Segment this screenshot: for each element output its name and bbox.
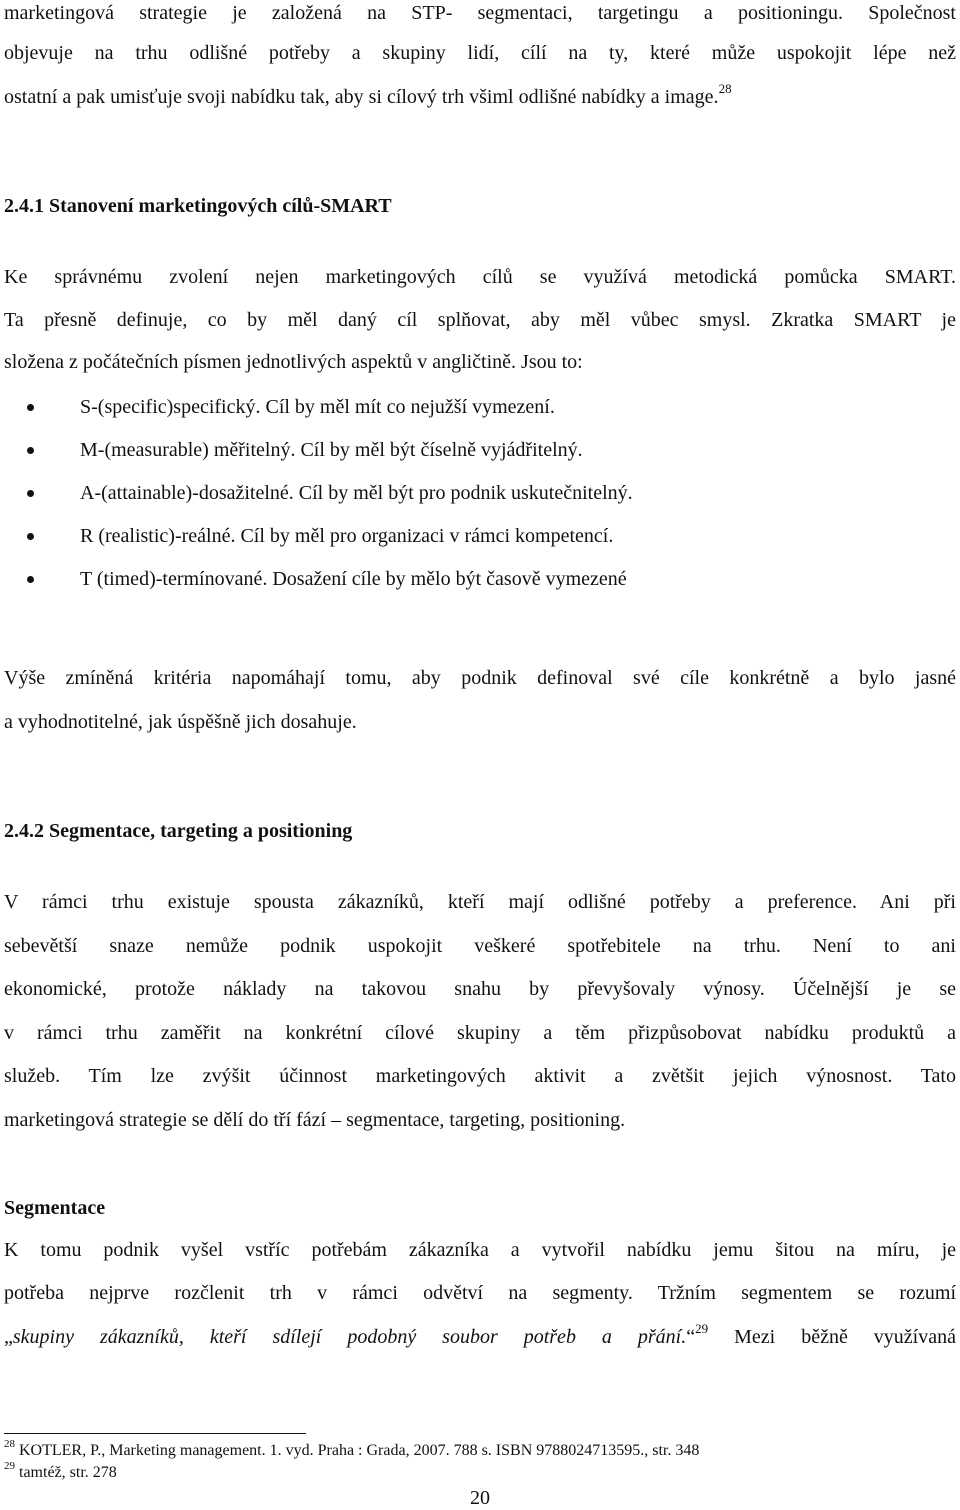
- list-item: R (realistic)-reálné. Cíl by měl pro organizaci v rámci kompetencí.: [0, 515, 633, 558]
- footnote-29: $^{29}$ tamtéž, str. 278: [4, 1459, 117, 1481]
- stp-para-line-2: sebevětší snaze nemůže podnik uspokojit veškeré spotřebitele na trhu. Není to ani: [4, 935, 956, 957]
- section-heading-2-4-1: 2.4.1 Stanovení marketingových cílů-SMART: [4, 195, 392, 217]
- intro-line-3: ostatní a pak umisťuje svoji nabídku tak, aby si cílový trh všiml odlišné nabídky a image.$^{28}$: [4, 81, 732, 108]
- smart-para-line-2: Ta přesně definuje, co by měl daný cíl splňovat, aby měl vůbec smysl. Zkratka SMART je: [4, 309, 956, 331]
- smart-closing-line-2: a vyhodnotitelné, jak úspěšně jich dosahuje.: [4, 711, 357, 733]
- bullet-icon: [27, 490, 34, 497]
- footnote-ref-28: 28: [718, 81, 732, 97]
- section-heading-2-4-2: 2.4.2 Segmentace, targeting a positioning: [4, 820, 353, 842]
- bullet-icon: [27, 447, 34, 454]
- intro-line-2: objevuje na trhu odlišné potřeby a skupiny lidí, cílí na ty, které může uspokojit lépe než: [4, 42, 956, 64]
- smart-closing-line-1: Výše zmíněná kritéria napomáhají tomu, aby podnik definoval své cíle konkrétně a bylo jasné: [4, 667, 956, 689]
- segment-definition-quote: skupiny zákazníků, kteří sdílejí podobný soubor potřeb a přání.: [12, 1326, 687, 1348]
- stp-para-line-3: ekonomické, protože náklady na takovou snahu by převyšovaly výnosy. Účelnější je se: [4, 978, 956, 1000]
- footnote-28: $^{28}$ KOTLER, P., Marketing management. 1. vyd. Praha : Grada, 2007. 788 s. ISBN 9788024713595., str. 348: [4, 1437, 700, 1459]
- segmentace-line-2: potřeba nejprve rozčlenit trh v rámci odvětví na segmenty. Tržním segmentem se rozumí: [4, 1282, 956, 1304]
- footnote-ref-29: 29: [695, 1321, 709, 1337]
- page-number: 20: [470, 1487, 490, 1509]
- list-item: A-(attainable)-dosažitelné. Cíl by měl být pro podnik uskutečnitelný.: [0, 472, 633, 515]
- bullet-icon: [27, 576, 34, 583]
- segmentace-line-1: K tomu podnik vyšel vstříc potřebám zákazníka a vytvořil nabídku jemu šitou na míru, je: [4, 1239, 956, 1261]
- bullet-icon: [27, 404, 34, 411]
- bullet-icon: [27, 533, 34, 540]
- intro-line-1: marketingová strategie je založená na STP- segmentaci, targetingu a positioningu. Společnost: [4, 2, 956, 24]
- list-item: T (timed)-termínované. Dosažení cíle by mělo být časově vymezené: [0, 558, 633, 601]
- footnote-divider: [4, 1433, 306, 1434]
- list-item: M-(measurable) měřitelný. Cíl by měl být číselně vyjádřitelný.: [0, 429, 633, 472]
- smart-criteria-list: [0, 386, 633, 601]
- subheading-segmentace: Segmentace: [4, 1197, 106, 1219]
- smart-para-line-3: složena z počátečních písmen jednotlivých aspektů v angličtině. Jsou to:: [4, 351, 583, 373]
- list-item: S-(specific)specifický. Cíl by měl mít co nejužší vymezení.: [0, 386, 633, 429]
- smart-para-line-1: Ke správnému zvolení nejen marketingových cílů se využívá metodická pomůcka SMART.: [4, 266, 956, 288]
- stp-para-line-5: služeb. Tím lze zvýšit účinnost marketingových aktivit a zvětšit jejich výnosnost. Tato: [4, 1065, 956, 1087]
- segmentace-line-3: „skupiny zákazníků, kteří sdílejí podobný soubor potřeb a přání.“$^{29}$ Mezi běžně využívaná: [4, 1321, 956, 1348]
- stp-para-line-6: marketingová strategie se dělí do tří fází – segmentace, targeting, positioning.: [4, 1109, 626, 1131]
- stp-para-line-4: v rámci trhu zaměřit na konkrétní cílové skupiny a těm přizpůsobovat nabídku produktů a: [4, 1022, 956, 1044]
- stp-para-line-1: V rámci trhu existuje spousta zákazníků, kteří mají odlišné potřeby a preference. Ani při: [4, 891, 956, 913]
